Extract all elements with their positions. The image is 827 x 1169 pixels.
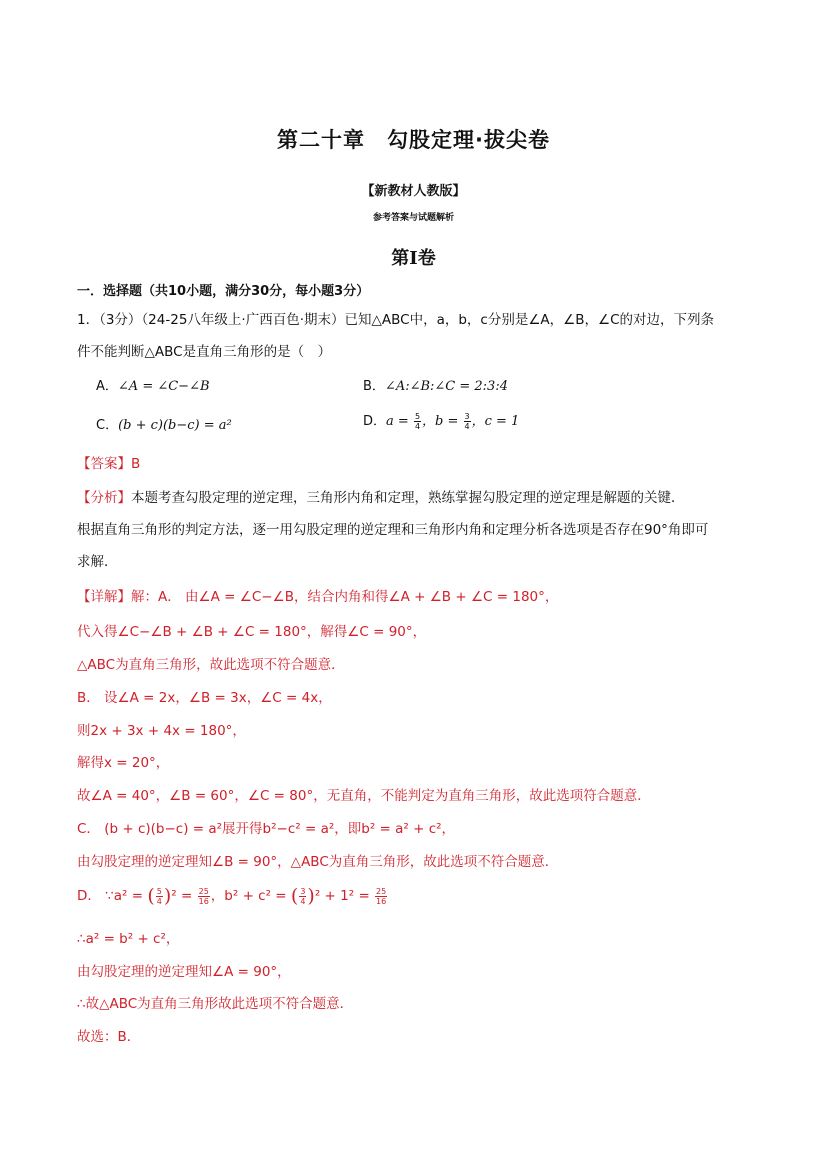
detail-line-9: 由勾股定理的逆定理知∠B = 90°，△ABC为直角三角形，故此选项不符合题意． (77, 854, 559, 870)
detail-line-6: 解得x = 20°， (77, 755, 170, 771)
option-d (363, 410, 519, 431)
volume-heading: 第Ⅰ卷 (391, 248, 436, 269)
answer-line (77, 452, 140, 472)
page-title: 第二十章 勾股定理·拔尖卷 (277, 128, 550, 152)
detail-line-4: B． 设∠A = 2x，∠B = 3x，∠C = 4x， (77, 690, 332, 706)
option-b (363, 375, 508, 394)
analysis-label: 【分析】 (77, 490, 131, 506)
detail-tail-3: ∴故△ABC为直角三角形故此选项不符合题意． (77, 996, 354, 1012)
edition-label: 【新教材人教版】 (361, 184, 466, 199)
detail-tail-2: 由勾股定理的逆定理知∠A = 90°， (77, 964, 291, 980)
detail-line-7: 故∠A = 40°，∠B = 60°，∠C = 80°，无直角，不能判定为直角三角形，故此选项符合题意． (77, 788, 651, 804)
detail-line-d: D． ∵a² = ( $\frac{5}{4}$ )² = $\frac{25}{16}$ ，b² + c² = ( $\frac{3}{4}$ )² + 1² = $\frac{25}{16}$ (77, 885, 387, 907)
detail-tail-1: ∴a² = b² + c²， (77, 931, 180, 947)
option-c-expr: (b + c)(b−c) = a² (118, 418, 232, 433)
option-d-b-eq: ，b = (422, 414, 463, 429)
analysis-line-1 (77, 486, 685, 506)
analysis-line-2: 根据直角三角形的判定方法，逐一用勾股定理的逆定理和三角形内角和定理分析各选项是否存在90°角即可 (77, 522, 709, 538)
option-d-label: D． (363, 414, 387, 429)
detail-tail-4: 故选：B． (77, 1029, 141, 1045)
question-source: （24-25八年级上·广西百色·期末） (141, 312, 345, 328)
option-d-a-eq: a = (386, 414, 413, 429)
answer-value: B (131, 456, 141, 472)
option-a-expr: ∠A = ∠C−∠B (117, 379, 210, 394)
option-c-label: C． (96, 418, 119, 433)
subtitle: 参考答案与试题解析 (372, 213, 454, 223)
question-line-1 (77, 308, 714, 328)
analysis-line-3: 求解． (77, 554, 118, 570)
detail-line-1 (77, 585, 558, 605)
question-stem-2: 件不能判断△ABC是直角三角形的是（ ） (77, 344, 332, 360)
fraction-25-16-b: $\frac{25}{16}$ (376, 886, 387, 906)
fraction-3-4-d: $\frac{3}{4}$ (300, 886, 306, 906)
option-d-c-eq: ，c = 1 (471, 414, 520, 429)
detail-line-8: C． (b + c)(b−c) = a²展开得b²−c² = a²，即b² = a² + c²， (77, 821, 456, 837)
question-number: 1． (77, 312, 100, 328)
fraction-5-4-d: $\frac{5}{4}$ (156, 886, 162, 906)
detail-label: 【详解】 (77, 589, 131, 605)
option-b-label: B． (363, 379, 385, 394)
option-a-label: A． (96, 379, 118, 394)
option-a (96, 375, 210, 394)
fraction-5-4: $\frac{5}{4}$ (414, 412, 421, 431)
analysis-text-1: 本题考查勾股定理的逆定理，三角形内角和定理，熟练掌握勾股定理的逆定理是解题的关键． (131, 490, 685, 506)
detail-text: 解：A． 由∠A = ∠C−∠B，结合内角和得∠A + ∠B + ∠C = 180°， (131, 589, 559, 605)
section-heading: 一．选择题（共10小题，满分30分，每小题3分） (77, 284, 370, 299)
detail-line-3: △ABC为直角三角形，故此选项不符合题意． (77, 657, 345, 673)
detail-line-5: 则2x + 3x + 4x = 180°， (77, 723, 246, 739)
option-c (96, 414, 232, 433)
answer-label: 【答案】 (77, 456, 131, 472)
question-stem-1: 已知△ABC中，a，b，c分别是∠A，∠B，∠C的对边，下列条 (344, 312, 715, 328)
fraction-3-4: $\frac{3}{4}$ (464, 412, 470, 431)
detail-line-2: 代入得∠C−∠B + ∠B + ∠C = 180°，解得∠C = 90°， (77, 624, 427, 640)
fraction-25-16-a: $\frac{25}{16}$ (198, 886, 209, 906)
option-b-expr: ∠A:∠B:∠C = 2:3:4 (384, 379, 508, 394)
question-score: （3分） (99, 312, 142, 328)
